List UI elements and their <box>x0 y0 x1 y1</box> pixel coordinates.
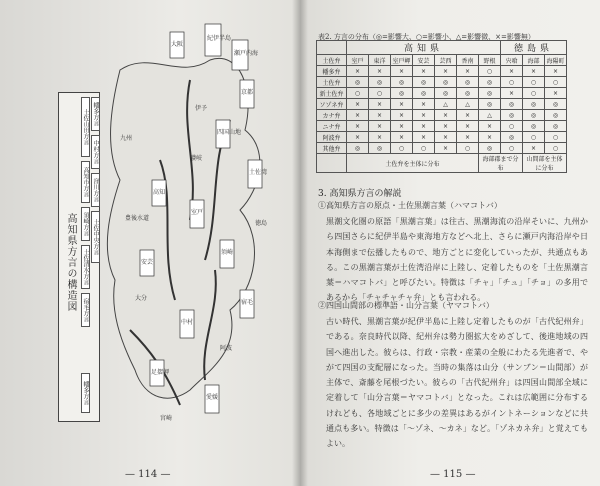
map-label: 紀伊半島 <box>207 35 232 42</box>
table-cell: × <box>457 132 479 143</box>
table-footer-cell: 海部郡まで分布 <box>479 154 523 173</box>
map-title: 高知県方言の構造図 <box>65 213 76 312</box>
table-cell: × <box>369 66 391 77</box>
table-cell: × <box>479 132 501 143</box>
table-cell: × <box>347 110 369 121</box>
sub-heading-2: ②四国山間部の標準語・山分言葉（ヤマコトバ） <box>318 301 494 310</box>
table-cell: ○ <box>501 121 523 132</box>
table-cell: ○ <box>545 143 567 154</box>
table-sub-header: 東洋 <box>369 55 391 66</box>
map-label: 安芸 <box>141 259 154 266</box>
table-cell: × <box>369 110 391 121</box>
table-sub-header: 芸西 <box>435 55 457 66</box>
table-cell: × <box>347 99 369 110</box>
table-cell: ○ <box>523 132 545 143</box>
table-row <box>317 110 567 121</box>
table-cell: ◎ <box>413 77 435 88</box>
table-footer-cell: 土佐弁を主体に分布 <box>347 154 479 173</box>
table-cell: ◎ <box>501 132 523 143</box>
table-cell: × <box>413 132 435 143</box>
page-number-right: — 115 — <box>430 469 476 480</box>
table-row <box>317 99 567 110</box>
map-label: 大阪 <box>171 41 184 48</box>
table-cell: × <box>435 121 457 132</box>
table-cell: ○ <box>347 88 369 99</box>
map-label: 室戸 <box>191 209 204 216</box>
legend-entry: 中村方言 <box>91 135 100 169</box>
table-cell: △ <box>457 99 479 110</box>
table-cell: × <box>479 121 501 132</box>
table-row-label: 幡多弁 <box>317 66 347 77</box>
table-cell: ◎ <box>523 110 545 121</box>
table-cell: × <box>413 66 435 77</box>
table-cell: ○ <box>501 143 523 154</box>
table-row <box>317 66 567 77</box>
table-cell: ○ <box>391 143 413 154</box>
table-footer-cell: 山間部を主体に分布 <box>523 154 567 173</box>
map-label: 徳島 <box>255 220 268 227</box>
table-cell: ◎ <box>523 121 545 132</box>
table-sub-header: 宍喰 <box>501 55 523 66</box>
table-cell: ◎ <box>435 88 457 99</box>
table-cell: × <box>523 143 545 154</box>
table-cell: ◎ <box>347 143 369 154</box>
table-cell: ◎ <box>457 77 479 88</box>
table-cell: × <box>545 66 567 77</box>
table-cell: × <box>457 110 479 121</box>
sub-heading-1: ①高知県方言の原点・土佐黒潮言葉（ハマコトバ） <box>318 201 502 210</box>
table-cell: ◎ <box>545 121 567 132</box>
table-footer-row <box>317 154 567 173</box>
section-heading: 3. 高知県方言の解説 <box>318 189 402 199</box>
table-cell: ◎ <box>457 88 479 99</box>
table-cell: × <box>501 66 523 77</box>
paragraph-1: 黒潮文化圏の原語「黒潮言葉」は往古、黒潮海流の沿岸そいに、九州から四国さらに紀伊半島や東海地方などへ北上、さらに瀬戸内海沿岸や日本海側まで伝播したもので、地方ごとに変化していったが、共通点もある。この黒潮言葉が土佐湾沿岸に上陸し、定着したものを「土佐黒潮言葉＝ハマコトバ」と呼びたい。特徴は「チャ」「チュ」「チョ」の多用であるから「チャチャチャ弁」とも言われる。 <box>326 217 588 303</box>
table-cell: ○ <box>545 77 567 88</box>
table-row-label: ニナ弁 <box>317 121 347 132</box>
table-sub-header-row <box>317 55 567 66</box>
table-cell: ◎ <box>479 77 501 88</box>
table-cell: × <box>369 121 391 132</box>
table-cell: × <box>391 99 413 110</box>
map-label: 土佐湾 <box>249 169 268 176</box>
paragraph-2: 古い時代、黒潮言葉が紀伊半島に上陸し定着したものが「古代紀州弁」である。奈良時代以降、紀州弁は勢力圏拡大をめざして、後進地域の四国へ進出した。彼らは、行政・宗教・産業の全般にわたる先進者で、やがて四国の支配層になった。当時の集落は山分（サンブン＝山間部）が主体で、斎藤を尾根づたい。彼らの「古代紀州弁」は四国山間部全域に定着して「山分言葉＝ヤマコトバ」となった。これは広範囲に分布するけれども、各地域ごとに多少の差異はあるがイントネーションなどに共通点も多い。特徴は「〜ゾネ、〜カネ」など。「ゾネカネ弁」と覚えてもよい。 <box>326 317 588 449</box>
table-row-label: 阿波弁 <box>317 132 347 143</box>
map-label: 伊予 <box>195 105 208 112</box>
table-cell: ◎ <box>501 99 523 110</box>
table-cell: × <box>435 143 457 154</box>
table-cell: × <box>413 99 435 110</box>
table-cell: × <box>435 132 457 143</box>
table-row <box>317 88 567 99</box>
table-cell: ○ <box>457 143 479 154</box>
table-cell: ◎ <box>413 88 435 99</box>
table-cell: ◎ <box>391 88 413 99</box>
table-cell: × <box>369 132 391 143</box>
map-label: 京都 <box>241 89 254 96</box>
map-label: 大分 <box>135 295 148 302</box>
table-cell: × <box>545 88 567 99</box>
table-cell: × <box>435 110 457 121</box>
legend-entry: 須崎方言 <box>81 207 90 241</box>
map-label: 足摺岬 <box>151 369 170 376</box>
table-cell: ◎ <box>391 77 413 88</box>
table-group-header: 高知県 <box>347 41 501 55</box>
table-cell: ◎ <box>369 77 391 88</box>
map-legend <box>58 92 100 422</box>
table-cell: × <box>435 66 457 77</box>
table-cell: × <box>413 110 435 121</box>
table-sub-header: 香南 <box>457 55 479 66</box>
book-gutter <box>292 0 308 486</box>
legend-entry: 宿毛方言 <box>81 293 90 327</box>
table-cell: ◎ <box>479 143 501 154</box>
table-group-header-row <box>317 41 567 55</box>
table-cell: ○ <box>413 143 435 154</box>
map-label: 中村 <box>181 319 194 326</box>
legend-entry: 窪川方言 <box>91 173 100 207</box>
coastline-shape <box>107 58 259 398</box>
legend-entry: 土佐清水方言 <box>81 245 90 289</box>
map-label: 四国山地 <box>217 129 242 136</box>
table-body <box>317 66 567 154</box>
legend-entry: 幡多方言 <box>91 97 100 131</box>
table-cell: ○ <box>545 132 567 143</box>
map-label: 九州 <box>120 135 133 142</box>
map-label: 豊後水道 <box>125 215 150 222</box>
legend-entry: 高知市方言 <box>81 161 90 203</box>
table-sub-header: 室戸 <box>347 55 369 66</box>
table-footer-corner <box>317 154 347 173</box>
table-cell: × <box>347 66 369 77</box>
table-row-label: 土佐弁 <box>317 77 347 88</box>
map-label: 讃岐 <box>190 155 203 162</box>
table-cell: ◎ <box>435 77 457 88</box>
table-row <box>317 77 567 88</box>
table-cell: ○ <box>501 77 523 88</box>
page-number-left: — 114 — <box>125 469 171 480</box>
map-label: 宿毛 <box>241 299 254 306</box>
table-cell: ◎ <box>479 99 501 110</box>
table-cell: × <box>391 132 413 143</box>
table-cell: ◎ <box>523 99 545 110</box>
table-corner-cell <box>317 41 347 55</box>
table-row-label: カナ弁 <box>317 110 347 121</box>
table-cell: × <box>347 121 369 132</box>
table-sub-header: 室戸岬 <box>391 55 413 66</box>
map-label: 宮崎 <box>160 415 173 422</box>
table-group-header: 徳島県 <box>501 41 567 55</box>
map-label: 須崎 <box>221 249 234 256</box>
table-cell: × <box>457 66 479 77</box>
map-label: 高知 <box>153 189 166 196</box>
legend-footer: 幡多方言 <box>81 373 90 413</box>
table-cell: × <box>347 132 369 143</box>
table-sub-header: 安芸 <box>413 55 435 66</box>
table-row <box>317 121 567 132</box>
map-label: 阿波 <box>220 345 233 352</box>
table-cell: × <box>523 66 545 77</box>
table-row <box>317 143 567 154</box>
legend-entry: 土佐中央方言 <box>91 211 100 263</box>
table-sub-header: 海部 <box>523 55 545 66</box>
table-cell: ◎ <box>545 99 567 110</box>
table-row-label: 新土佐弁 <box>317 88 347 99</box>
table-cell: △ <box>435 99 457 110</box>
table-row-label: 其他弁 <box>317 143 347 154</box>
table-cell: × <box>391 110 413 121</box>
table-cell: ◎ <box>347 77 369 88</box>
map-label: 瀬戸内海 <box>234 50 259 57</box>
table-cell: ○ <box>523 77 545 88</box>
table-cell: × <box>501 88 523 99</box>
table-cell: × <box>391 66 413 77</box>
table-cell: ◎ <box>501 110 523 121</box>
table-row-header-label: 土佐弁 <box>317 55 347 66</box>
table-row <box>317 132 567 143</box>
table-row-label: ソゾネ弁 <box>317 99 347 110</box>
legend-entry: 土佐山田方言 <box>81 97 90 157</box>
dialect-distribution-table <box>316 40 567 173</box>
table-cell: × <box>457 121 479 132</box>
table-cell: × <box>369 99 391 110</box>
map-label: 愛媛 <box>206 394 219 401</box>
table-caption: 表2. 方言の分布（◎=影響大、○=影響小、△=影響微、×=影響無） <box>318 33 535 41</box>
table-cell: ○ <box>523 88 545 99</box>
table-cell: × <box>391 121 413 132</box>
table-cell: △ <box>479 110 501 121</box>
table-cell: ◎ <box>369 143 391 154</box>
table-cell: ◎ <box>479 88 501 99</box>
table-cell: ○ <box>479 66 501 77</box>
table-cell: ◎ <box>545 110 567 121</box>
table-sub-header: 野根 <box>479 55 501 66</box>
table-cell: ○ <box>369 88 391 99</box>
table-cell: × <box>413 121 435 132</box>
table-sub-header: 海陽町 <box>545 55 567 66</box>
